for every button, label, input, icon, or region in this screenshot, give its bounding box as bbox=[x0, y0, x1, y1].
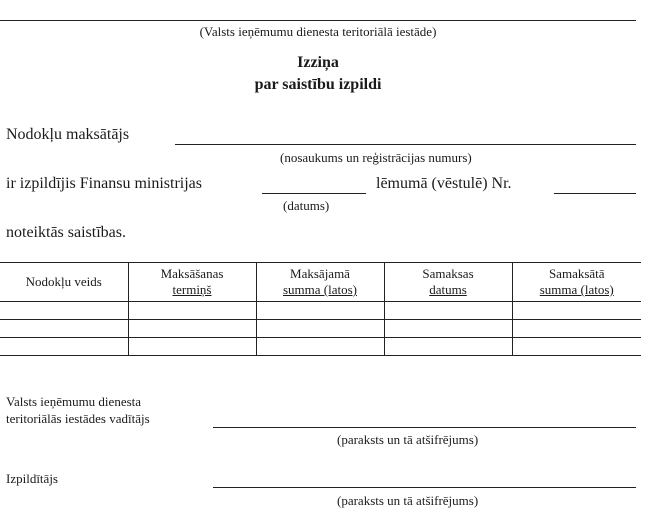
table-cell[interactable] bbox=[128, 302, 256, 320]
taxpayer-field-line[interactable] bbox=[175, 144, 636, 145]
table-cell[interactable] bbox=[512, 302, 641, 320]
table-cell[interactable] bbox=[0, 338, 128, 356]
table-row bbox=[0, 338, 641, 356]
table-row bbox=[0, 320, 641, 338]
date-caption: (datums) bbox=[283, 198, 330, 213]
table-cell[interactable] bbox=[384, 302, 512, 320]
executor-label: Izpildītājs bbox=[6, 471, 58, 486]
table-cell[interactable] bbox=[384, 320, 512, 338]
table-row bbox=[0, 302, 641, 320]
institution-caption: (Valsts ieņēmumu dienesta teritoriālā iestāde) bbox=[199, 24, 437, 39]
table-cell[interactable] bbox=[256, 320, 384, 338]
fulfilled-text: ir izpildījis Finansu ministrijas bbox=[6, 175, 202, 192]
col-tax-type: Nodokļu veids bbox=[0, 263, 128, 302]
head-signature-label-line1: Valsts ieņēmumu dienesta bbox=[6, 394, 142, 409]
table-cell[interactable] bbox=[384, 338, 512, 356]
table-cell[interactable] bbox=[256, 338, 384, 356]
table-cell[interactable] bbox=[128, 338, 256, 356]
executor-signature-line[interactable] bbox=[213, 487, 636, 488]
taxpayer-label: Nodokļu maksātājs bbox=[6, 126, 130, 143]
table-cell[interactable] bbox=[512, 338, 641, 356]
date-field-line[interactable] bbox=[262, 193, 366, 194]
decision-number-line[interactable] bbox=[554, 193, 636, 194]
head-signature-caption: (paraksts un tā atšifrējums) bbox=[337, 432, 479, 447]
table-cell[interactable] bbox=[0, 320, 128, 338]
obligations-table bbox=[0, 262, 641, 356]
table-cell[interactable] bbox=[0, 302, 128, 320]
table-cell[interactable] bbox=[512, 320, 641, 338]
decision-text: lēmumā (vēstulē) Nr. bbox=[376, 175, 512, 192]
head-signature-label-line2: teritoriālās iestādes vadītājs bbox=[6, 411, 150, 426]
col-amount-due: Maksājamā summa (latos) bbox=[256, 263, 384, 302]
table-cell[interactable] bbox=[256, 302, 384, 320]
document-title: Izziņa bbox=[297, 54, 339, 71]
col-payment-deadline: Maksāšanas termiņš bbox=[128, 263, 256, 302]
head-signature-line[interactable] bbox=[213, 427, 636, 428]
document-subtitle: par saistību izpildi bbox=[254, 76, 382, 93]
col-payment-date: Samaksas datums bbox=[384, 263, 512, 302]
closing-text: noteiktās saistības. bbox=[6, 224, 126, 241]
col-amount-paid: Samaksātā summa (latos) bbox=[512, 263, 641, 302]
executor-signature-caption: (paraksts un tā atšifrējums) bbox=[337, 493, 479, 508]
table-header-row bbox=[0, 263, 641, 302]
table-cell[interactable] bbox=[128, 320, 256, 338]
taxpayer-caption: (nosaukums un reģistrācijas numurs) bbox=[280, 150, 472, 165]
institution-line bbox=[0, 20, 636, 21]
